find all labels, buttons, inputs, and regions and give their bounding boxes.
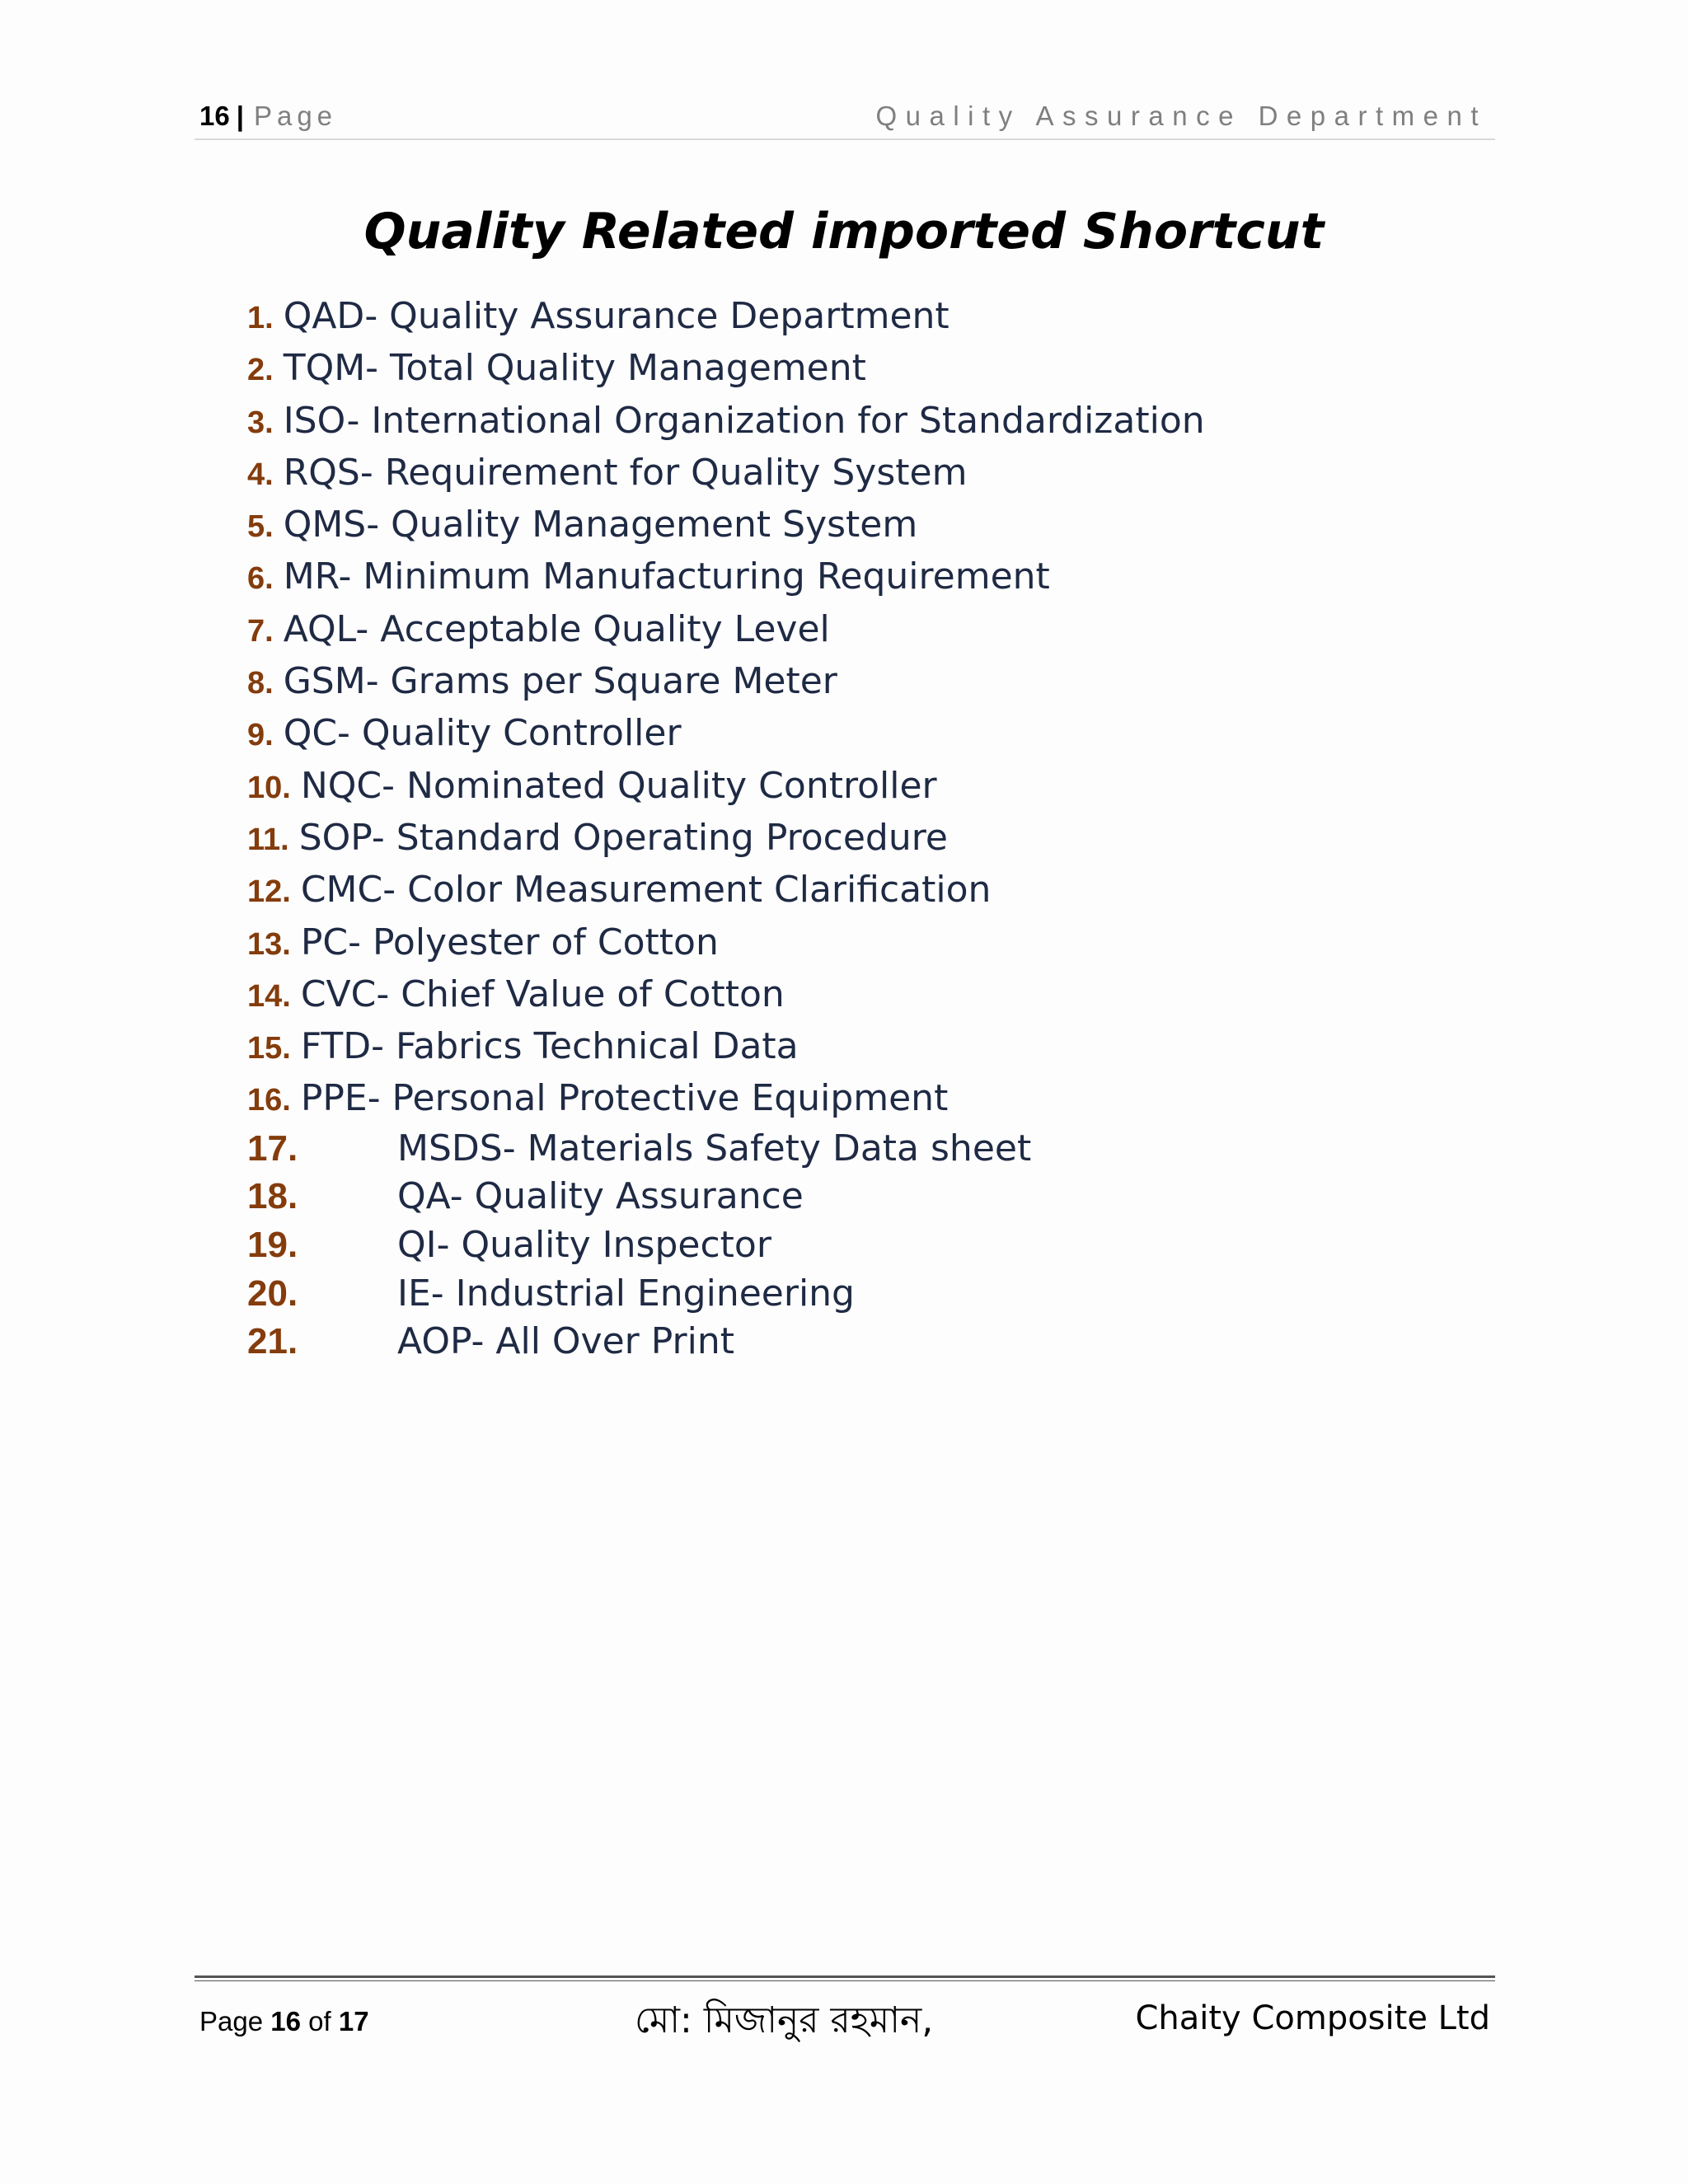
list-item-number: 16. xyxy=(247,1083,291,1118)
list-item xyxy=(247,1221,1205,1270)
shortcut-list xyxy=(247,290,1205,1366)
header-department: Quality Assurance Department xyxy=(875,101,1487,131)
list-item-text: RQS- Requirement for Quality System xyxy=(283,451,968,494)
list-item xyxy=(247,655,1205,707)
list-item xyxy=(247,707,1205,759)
footer-company: Chaity Composite Ltd xyxy=(1135,1999,1490,2037)
list-item-number: 21. xyxy=(247,1321,298,1362)
footer-author: মো: মিজানুর রহমান, xyxy=(635,1999,934,2041)
list-item-text: QI- Quality Inspector xyxy=(397,1223,771,1266)
list-item xyxy=(247,447,1205,499)
footer-page-label: Page xyxy=(199,2006,264,2036)
header-page-number: 16 xyxy=(199,101,230,131)
list-item-number: 1. xyxy=(247,301,274,335)
header-page-word: Page xyxy=(253,101,338,131)
list-item-number: 15. xyxy=(247,1031,291,1066)
footer-divider xyxy=(195,1975,1495,1981)
list-item xyxy=(247,1270,1205,1319)
list-item-number: 18. xyxy=(247,1176,298,1217)
list-item xyxy=(247,1125,1205,1174)
list-item-number: 12. xyxy=(247,874,291,910)
list-item-text: GSM- Grams per Square Meter xyxy=(283,660,837,703)
header-separator: | xyxy=(236,101,244,131)
list-item-text: MSDS- Materials Safety Data sheet xyxy=(397,1127,1032,1169)
list-item xyxy=(247,1020,1205,1072)
list-item xyxy=(247,551,1205,602)
list-item-number: 4. xyxy=(247,457,274,492)
list-item xyxy=(247,760,1205,812)
list-item-text: TQM- Total Quality Management xyxy=(283,347,866,390)
list-item xyxy=(247,342,1205,394)
list-item-text: QMS- Quality Management System xyxy=(283,504,918,546)
list-item-text: AQL- Acceptable Quality Level xyxy=(283,607,830,650)
list-item-text: QA- Quality Assurance xyxy=(397,1175,804,1218)
list-item-text: NQC- Nominated Quality Controller xyxy=(300,764,937,807)
list-item-text: PPE- Personal Protective Equipment xyxy=(300,1077,949,1120)
list-item-text: ISO- International Organization for Standardization xyxy=(283,399,1205,442)
footer-current-page: 16 xyxy=(270,2006,301,2036)
list-item-number: 6. xyxy=(247,561,274,597)
list-item-number: 13. xyxy=(247,926,291,962)
list-item-text: MR- Minimum Manufacturing Requirement xyxy=(283,555,1050,598)
list-item-text: CVC- Chief Value of Cotton xyxy=(300,972,785,1015)
list-item xyxy=(247,290,1205,342)
list-item-text: FTD- Fabrics Technical Data xyxy=(300,1025,799,1068)
list-item-number: 5. xyxy=(247,509,274,545)
list-item xyxy=(247,499,1205,551)
list-item xyxy=(247,603,1205,655)
list-item-number: 3. xyxy=(247,405,274,440)
list-item-text: AOP- All Over Print xyxy=(397,1320,734,1363)
list-item-number: 14. xyxy=(247,978,291,1014)
list-item-number: 11. xyxy=(247,822,289,857)
list-item-text: QAD- Quality Assurance Department xyxy=(283,295,950,337)
list-item-number: 9. xyxy=(247,718,274,753)
list-item-text: SOP- Standard Operating Procedure xyxy=(298,816,948,859)
list-item xyxy=(247,1173,1205,1221)
list-item-number: 19. xyxy=(247,1224,298,1265)
list-item-text: QC- Quality Controller xyxy=(283,712,682,755)
list-item xyxy=(247,968,1205,1020)
list-item-number: 20. xyxy=(247,1272,298,1314)
list-item-text: CMC- Color Measurement Clarification xyxy=(300,869,992,912)
header-page-indicator xyxy=(199,101,337,132)
list-item xyxy=(247,916,1205,968)
footer-of-label: of xyxy=(308,2006,331,2036)
list-item-number: 17. xyxy=(247,1127,298,1169)
list-item xyxy=(247,395,1205,447)
page-header xyxy=(195,97,1495,140)
list-item-number: 2. xyxy=(247,353,274,388)
list-item xyxy=(247,812,1205,864)
footer-total-pages: 17 xyxy=(338,2006,369,2036)
list-item-text: PC- Polyester of Cotton xyxy=(300,921,719,963)
page-title: Quality Related imported Shortcut xyxy=(363,203,1325,260)
list-item xyxy=(247,1072,1205,1124)
list-item-number: 10. xyxy=(247,770,291,805)
list-item xyxy=(247,1318,1205,1366)
footer-page-count xyxy=(199,2006,369,2037)
list-item xyxy=(247,864,1205,916)
list-item-number: 7. xyxy=(247,613,274,649)
list-item-text: IE- Industrial Engineering xyxy=(397,1272,855,1315)
list-item-number: 8. xyxy=(247,666,274,701)
